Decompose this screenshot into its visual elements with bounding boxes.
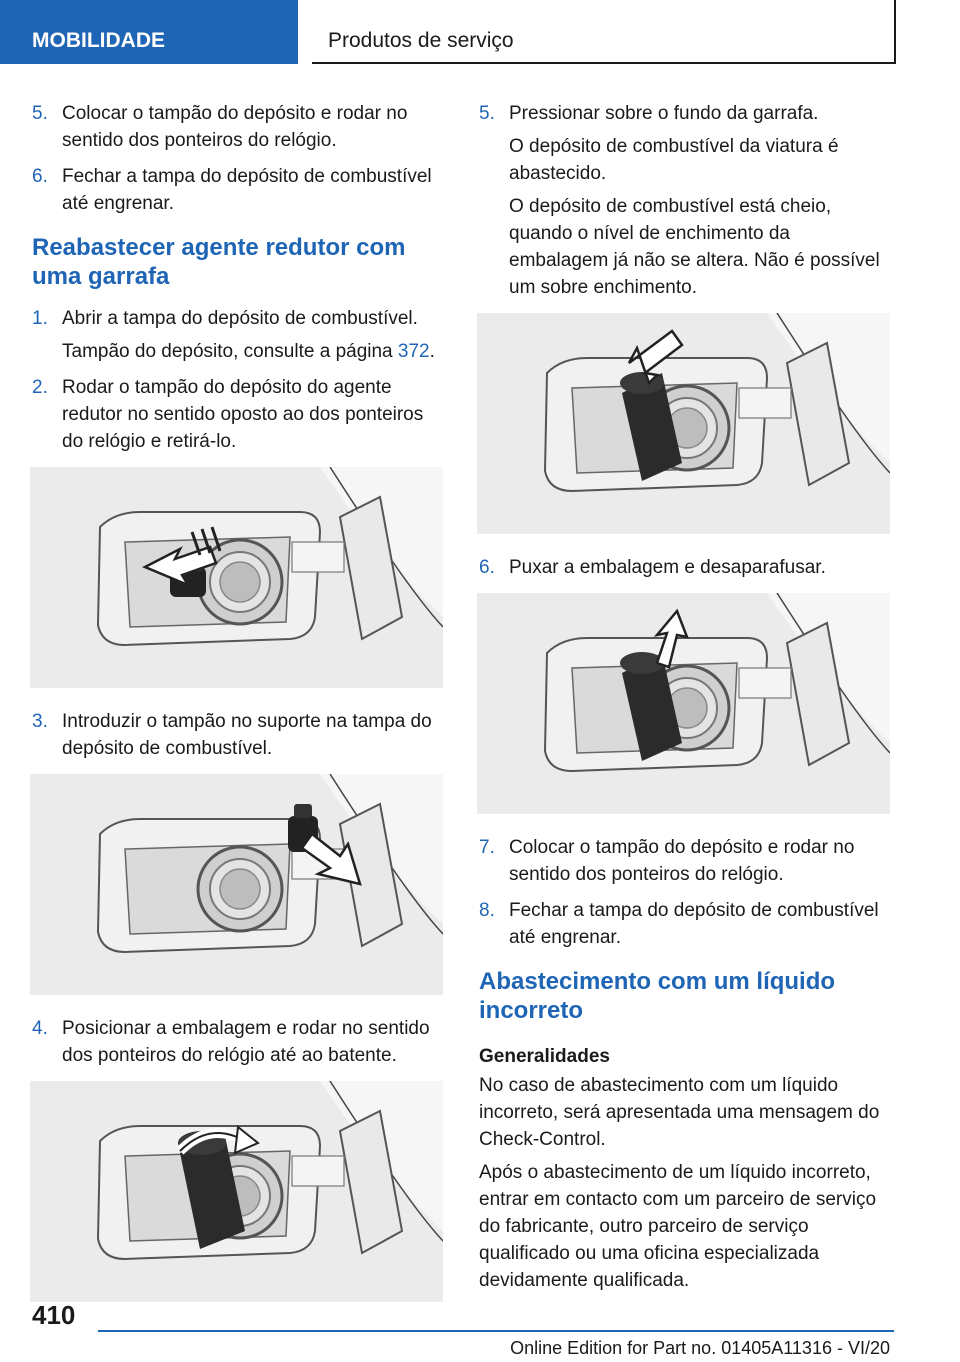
list-item <box>32 305 446 365</box>
list-item <box>32 100 446 154</box>
list-item <box>479 897 893 951</box>
list-item <box>32 1015 446 1069</box>
page-link[interactable]: 372 <box>397 341 430 362</box>
page-number: 410 <box>32 1300 76 1330</box>
step-text: Posicionar a embalagem e rodar no sentido dos ponteiros do relógio até ao batente. <box>62 1018 430 1066</box>
section-heading: Abastecimento com um líquido incorreto <box>479 968 836 1024</box>
step-text: Introduzir o tampão no suporte na tampa do depósito de combustível. <box>62 711 432 759</box>
step-number: 4. <box>32 1018 48 1039</box>
step-number: 1. <box>32 308 48 329</box>
right-column <box>479 100 893 1300</box>
step-number: 5. <box>32 103 48 124</box>
step-number: 8. <box>479 900 495 921</box>
step-text: Pressionar sobre o fundo da garrafa. <box>509 103 819 124</box>
list-item <box>32 163 446 217</box>
figure-position-bottle <box>30 1081 443 1302</box>
step-note: O depósito de combustível está cheio, quando o nível de enchimento da embalagem já não se altera. Não é possível um sobre enchimento. <box>509 196 880 298</box>
list-item <box>32 708 446 762</box>
note-punctuation: . <box>429 341 435 362</box>
step-text: Fechar a tampa do depósito de combustível até engrenar. <box>509 900 879 948</box>
step-number: 7. <box>479 837 495 858</box>
edition-info: Online Edition for Part no. 01405A11316 - VI/20 <box>510 1338 890 1358</box>
step-text: Colocar o tampão do depósito e rodar no sentido dos ponteiros do relógio. <box>509 837 855 885</box>
subsection-heading: Generalidades <box>479 1046 610 1067</box>
step-number: 6. <box>479 557 495 578</box>
list-item <box>479 834 893 888</box>
step-text: Puxar a embalagem e desaparafusar. <box>509 557 826 578</box>
footer-divider <box>98 1330 894 1332</box>
step-text: Rodar o tampão do depósito do agente redutor no sentido oposto ao dos ponteiros do relógio e retirá-lo. <box>62 377 424 452</box>
step-text: Colocar o tampão do depósito e rodar no sentido dos ponteiros do relógio. <box>62 103 408 151</box>
figure-remove-cap <box>30 467 443 688</box>
note-text: Tampão do depósito, consulte a página <box>62 341 398 362</box>
list-item <box>32 374 446 455</box>
paragraph: No caso de abastecimento com um líquido incorreto, será apresentada uma mensagem do Check-Control. <box>479 1075 880 1150</box>
paragraph: Após o abastecimento de um líquido incorreto, entrar em contacto com um parceiro de serviço do fabricante, outro parceiro de serviço qualificado ou uma oficina especializada devidamente qualificada. <box>479 1162 877 1291</box>
left-column <box>32 100 446 1322</box>
section-tab: MOBILIDADE <box>0 0 298 64</box>
step-note: O depósito de combustível da viatura é abastecido. <box>509 136 839 184</box>
section-heading: Reabastecer agente redutor com uma garrafa <box>32 234 406 290</box>
list-item <box>479 554 893 581</box>
step-note <box>62 338 446 365</box>
chapter-title: Produtos de serviço <box>312 0 896 64</box>
step-number: 6. <box>32 166 48 187</box>
step-number: 5. <box>479 103 495 124</box>
figure-press-bottle <box>477 313 890 534</box>
figure-pull-bottle <box>477 593 890 814</box>
steps-list <box>32 100 446 217</box>
step-number: 3. <box>32 711 48 732</box>
steps-list <box>479 100 893 301</box>
figure-insert-cap-holder <box>30 774 443 995</box>
step-number: 2. <box>32 377 48 398</box>
step-text: Abrir a tampa do depósito de combustível. <box>62 308 418 329</box>
step-text: Fechar a tampa do depósito de combustível até engrenar. <box>62 166 432 214</box>
steps-list <box>32 305 446 455</box>
list-item <box>479 100 893 301</box>
steps-list <box>32 1015 446 1069</box>
steps-list <box>479 554 893 581</box>
steps-list <box>479 834 893 951</box>
steps-list <box>32 708 446 762</box>
